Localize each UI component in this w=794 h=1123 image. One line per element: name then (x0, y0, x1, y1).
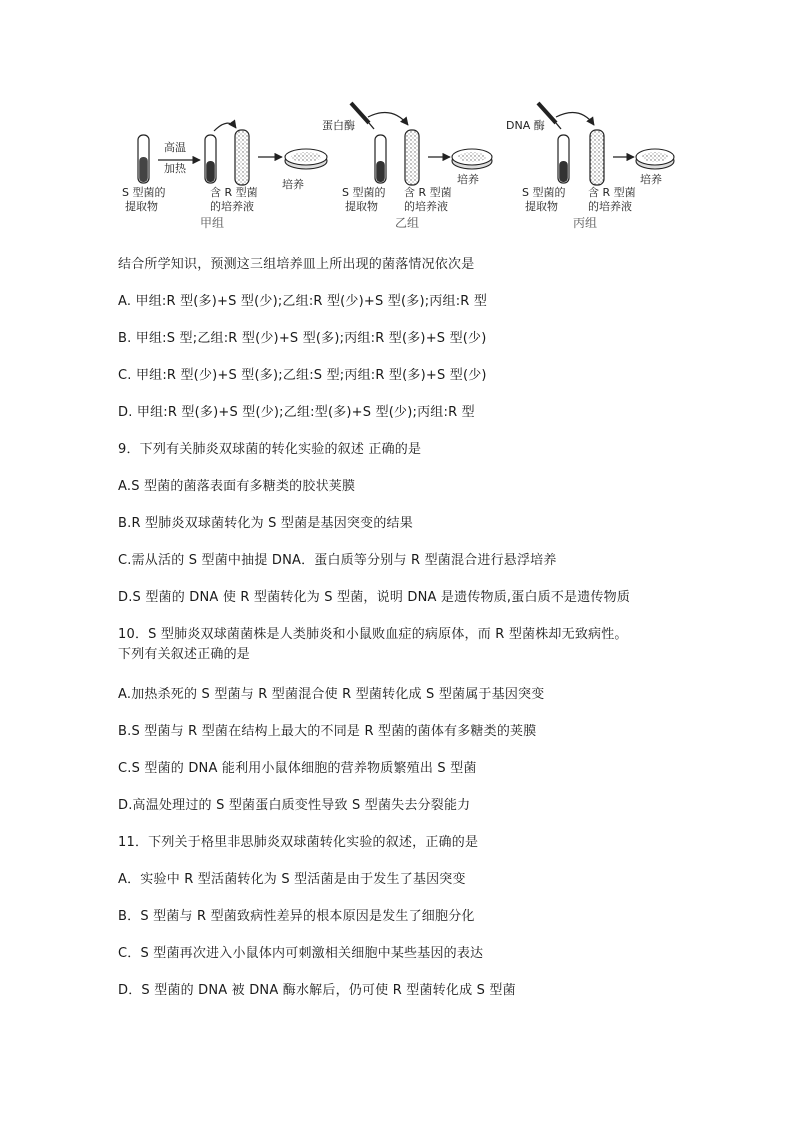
r-culture-tube-c (590, 130, 604, 185)
label-s-extract-b-2: 提取物 (345, 200, 378, 213)
q10-option-b: B.S 型菌与 R 型菌在结构上最大的不同是 R 型菌的菌体有多糖类的荚膜 (118, 724, 537, 739)
q10-stem-line1: 10．S 型肺炎双球菌菌株是人类肺炎和小鼠败血症的病原体，而 R 型菌株却无致病性。 (118, 627, 628, 642)
label-s-extract-a-1: S 型菌的 (122, 186, 166, 199)
experiment-diagram (110, 95, 680, 245)
label-s-extract-c-2: 提取物 (525, 200, 558, 213)
group-a (122, 123, 327, 230)
q10-option-c: C.S 型菌的 DNA 能利用小鼠体细胞的营养物质繁殖出 S 型菌 (118, 761, 477, 776)
q9-option-c: C.需从活的 S 型菌中抽提 DNA．蛋白质等分别与 R 型菌混合进行悬浮培养 (118, 553, 557, 568)
q8-option-d: D. 甲组:R 型(多)+S 型(少);乙组:型(多)+S 型(少);丙组:R 型 (118, 405, 475, 420)
caption-group-a: 甲组 (200, 216, 225, 230)
q9-stem: 9．下列有关肺炎双球菌的转化实验的叙述 正确的是 (118, 442, 422, 457)
s-extract-tube-a (138, 135, 149, 183)
s-extract-tube-b (375, 135, 386, 183)
group-c (506, 103, 674, 230)
label-r-culture-b-1: 含 R 型菌 (404, 186, 452, 199)
q9-option-d: D.S 型菌的 DNA 使 R 型菌转化为 S 型菌，说明 DNA 是遗传物质,蛋白质不是遗传物质 (118, 590, 631, 605)
label-heat-1: 高温 (164, 141, 186, 154)
label-culture-c: 培养 (640, 173, 662, 186)
label-r-culture-b-2: 的培养液 (404, 200, 448, 213)
q8-option-a: A. 甲组:R 型(多)+S 型(少);乙组:R 型(少)+S 型(多);丙组:R 型 (118, 294, 488, 309)
q10-stem-line2: 下列有关叙述正确的是 (118, 647, 251, 662)
arrow-add-protease (368, 113, 408, 126)
label-culture-b: 培养 (457, 173, 479, 186)
petri-dish-b (452, 149, 492, 169)
q11-stem: 11．下列关于格里非思肺炎双球菌转化实验的叙述，正确的是 (118, 835, 479, 850)
q10-option-d: D.高温处理过的 S 型菌蛋白质变性导致 S 型菌失去分裂能力 (118, 798, 471, 813)
arrow-add-dnase (556, 113, 594, 126)
q11-option-d: D．S 型菌的 DNA 被 DNA 酶水解后，仍可使 R 型菌转化成 S 型菌 (118, 983, 516, 998)
caption-group-b: 乙组 (395, 216, 420, 230)
q11-option-a: A．实验中 R 型活菌转化为 S 型活菌是由于发生了基因突变 (118, 872, 466, 887)
label-heat-2: 加热 (164, 162, 186, 175)
q11-option-c: C．S 型菌再次进入小鼠体内可刺激相关细胞中某些基因的表达 (118, 946, 484, 961)
group-b (322, 103, 492, 230)
caption-group-c: 丙组 (573, 216, 598, 230)
label-r-culture-c-1: 含 R 型菌 (588, 186, 636, 199)
r-culture-tube-b (405, 130, 419, 185)
q8-option-b: B. 甲组:S 型;乙组:R 型(少)+S 型(多);丙组:R 型(多)+S 型(少) (118, 331, 487, 346)
q11-option-b: B．S 型菌与 R 型菌致病性差异的根本原因是发生了细胞分化 (118, 909, 475, 924)
arrow-pour-a (214, 123, 236, 131)
label-protease: 蛋白酶 (322, 119, 355, 132)
label-r-culture-a-1: 含 R 型菌 (210, 186, 258, 199)
label-s-extract-b-1: S 型菌的 (342, 186, 386, 199)
q9-option-a: A.S 型菌的菌落表面有多糖类的胶状荚膜 (118, 479, 356, 494)
q9-option-b: B.R 型肺炎双球菌转化为 S 型菌是基因突变的结果 (118, 516, 413, 531)
q10-option-a: A.加热杀死的 S 型菌与 R 型菌混合使 R 型菌转化成 S 型菌属于基因突变 (118, 687, 545, 702)
q8-stem: 结合所学知识，预测这三组培养皿上所出现的菌落情况依次是 (118, 257, 475, 272)
s-extract-tube-c (558, 135, 569, 183)
label-s-extract-c-1: S 型菌的 (522, 186, 566, 199)
label-r-culture-c-2: 的培养液 (588, 200, 632, 213)
mixed-tube-a (205, 135, 216, 183)
label-culture-a: 培养 (282, 178, 304, 191)
petri-dish-a (285, 149, 327, 169)
petri-dish-c (636, 149, 674, 169)
label-r-culture-a-2: 的培养液 (210, 200, 254, 213)
r-culture-tube-a (235, 130, 249, 185)
experiment-figure (110, 95, 680, 245)
q8-option-c: C. 甲组:R 型(少)+S 型(多);乙组:S 型;丙组:R 型(多)+S 型(少) (118, 368, 487, 383)
label-s-extract-a-2: 提取物 (125, 200, 158, 213)
label-dnase: DNA 酶 (506, 119, 545, 132)
